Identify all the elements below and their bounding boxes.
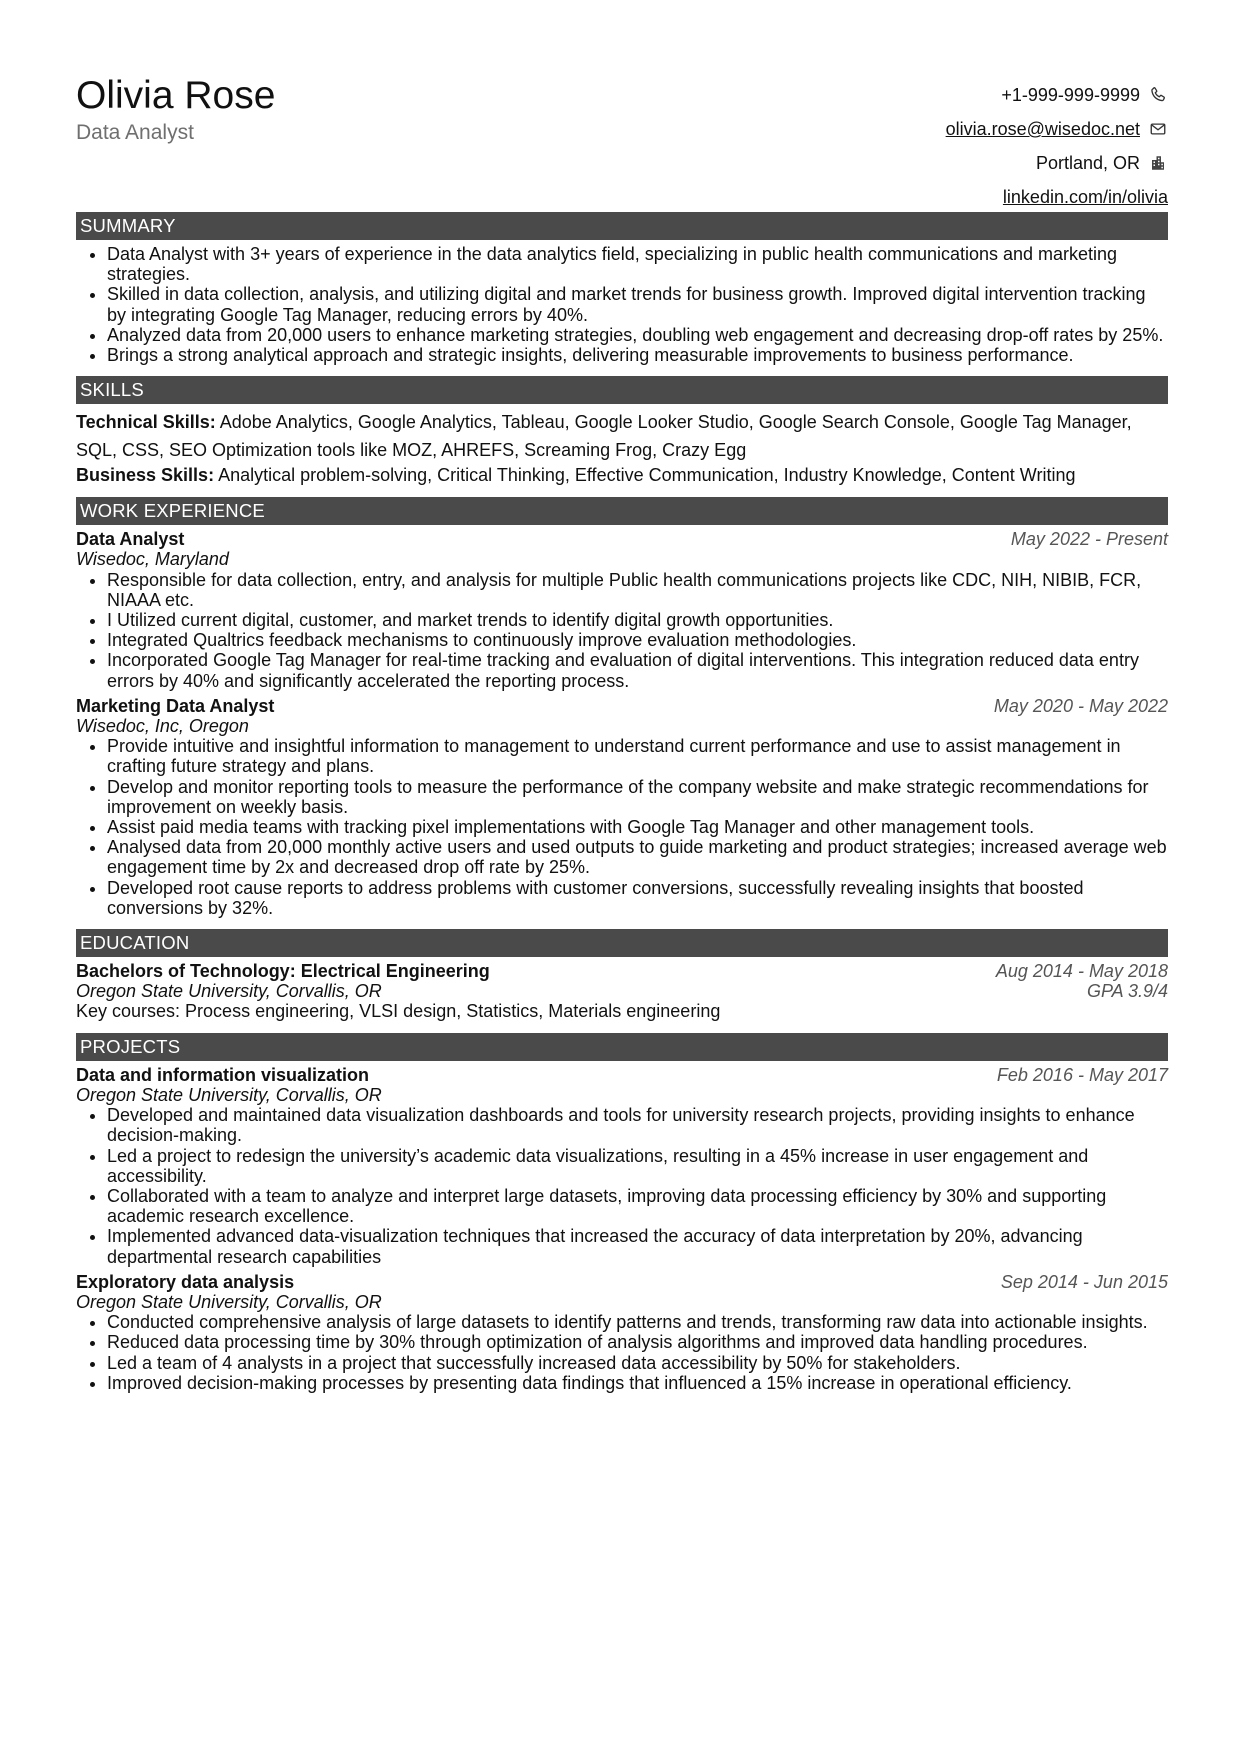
resume-header: [76, 0, 1168, 212]
list-item: • Responsible for data collection, entry, and analysis for multiple Public health communications projects like CDC, NIH, NIBIB, FCR, NIAAA etc.: [107, 570, 1168, 610]
list-item: • Developed root cause reports to address problems with customer conversions, successfully revealing insights that boosted conversions by 32%.: [107, 878, 1168, 918]
business-skills-value: Analytical problem-solving, Critical Thinking, Effective Communication, Industry Knowledge, Content Writing: [214, 465, 1076, 486]
skills-body: [76, 404, 1168, 486]
summary-body: [76, 240, 1168, 365]
project-org: Oregon State University, Corvallis, OR: [76, 1291, 382, 1312]
project-entry: [76, 1065, 1168, 1267]
contact-linkedin: [946, 180, 1168, 214]
list-item: • Skilled in data collection, analysis, and utilizing digital and market trends for business growth. Improved digital intervention tracking by integrating Google Tag Manager, reducing errors by 40%.: [107, 284, 1168, 324]
section-title-skills: SKILLS: [76, 376, 1168, 404]
project-org: Oregon State University, Corvallis, OR: [76, 1084, 382, 1105]
degree-title: Bachelors of Technology: Electrical Engineering: [76, 961, 490, 982]
location-text: Portland, OR: [1035, 153, 1140, 173]
education-date: Aug 2014 - May 2018: [995, 961, 1168, 982]
job-entry: [76, 696, 1168, 918]
job-header: [76, 696, 1168, 716]
list-item: • Analyzed data from 20,000 users to enhance marketing strategies, doubling web engagement and decreasing drop-off rates by 25%.: [107, 325, 1168, 345]
list-item: • Conducted comprehensive analysis of large datasets to identify patterns and trends, transforming raw data into actionable insights.: [107, 1312, 1168, 1332]
key-courses: Key courses: Process engineering, VLSI design, Statistics, Materials engineering: [76, 1001, 721, 1022]
job-header: [76, 529, 1168, 549]
projects-section: [76, 1033, 1168, 1393]
list-item: • Develop and monitor reporting tools to measure the performance of the company website and make strategic recommendations for improvement on weekly basis.: [107, 777, 1168, 817]
gpa: GPA 3.9/4: [1086, 981, 1168, 1002]
project-date: Sep 2014 - Jun 2015: [1000, 1271, 1168, 1292]
project-entry: [76, 1272, 1168, 1393]
candidate-name: Olivia Rose: [76, 74, 276, 117]
experience-section: [76, 497, 1168, 918]
list-item: • I Utilized current digital, customer, and market trends to identify digital growth opportunities.: [107, 610, 1168, 630]
building-icon: [1148, 153, 1168, 173]
job-bullets: [76, 736, 1168, 918]
education-body: [76, 957, 1168, 1022]
list-item: • Assist paid media teams with tracking pixel implementations with Google Tag Manager and other management tools.: [107, 817, 1168, 837]
contact-email: [946, 112, 1168, 146]
list-item: • Led a project to redesign the university’s academic data visualizations, resulting in a 45% increase in user engagement and accessibility.: [107, 1146, 1168, 1186]
technical-skills-value: Adobe Analytics, Google Analytics, Tableau, Google Looker Studio, Google Search Console, Google Tag Manager, SQL, CSS, SEO Optimization tools like MOZ, AHREFS, Screaming Frog, Crazy Egg: [76, 412, 1132, 461]
job-date: May 2020 - May 2022: [993, 695, 1168, 716]
business-skills-label: Business Skills:: [76, 465, 215, 486]
job-title: Marketing Data Analyst: [76, 695, 275, 716]
school-name: Oregon State University, Corvallis, OR: [76, 981, 382, 1002]
job-date: May 2022 - Present: [1010, 529, 1168, 550]
job-title: Data Analyst: [76, 529, 185, 550]
list-item: • Collaborated with a team to analyze and interpret large datasets, improving data processing efficiency by 30% and supporting academic research excellence.: [107, 1186, 1168, 1226]
phone-icon: [1148, 85, 1168, 105]
list-item: • Implemented advanced data-visualization techniques that increased the accuracy of data interpretation by 20%, advancing departmental research capabilities: [107, 1226, 1168, 1266]
contact-phone: [946, 78, 1168, 112]
list-item: • Brings a strong analytical approach and strategic insights, delivering measurable improvements to business performance.: [107, 345, 1168, 365]
business-skills: [76, 464, 1168, 486]
list-item: • Integrated Qualtrics feedback mechanisms to continuously improve evaluation methodologies.: [107, 630, 1168, 650]
list-item: • Data Analyst with 3+ years of experience in the data analytics field, specializing in public health communications and marketing strategies.: [107, 244, 1168, 284]
technical-skills: [76, 408, 1168, 464]
projects-body: [76, 1061, 1168, 1393]
list-item: • Developed and maintained data visualization dashboards and tools for university research projects, providing insights to enhance decision-making.: [107, 1105, 1168, 1145]
education-header: [76, 961, 1168, 981]
list-item: • Provide intuitive and insightful information to management to understand current performance and use to assist management in crafting future strategy and plans.: [107, 736, 1168, 776]
summary-list: [76, 244, 1168, 365]
list-item: • Led a team of 4 analysts in a project that successfully increased data accessibility by 50% for stakeholders.: [107, 1353, 1168, 1373]
section-title-summary: SUMMARY: [76, 212, 1168, 240]
list-item: • Improved decision-making processes by presenting data findings that influenced a 15% increase in operational efficiency.: [107, 1373, 1168, 1393]
contact-block: [946, 78, 1168, 214]
experience-body: [76, 525, 1168, 918]
linkedin-link[interactable]: linkedin.com/in/olivia: [1002, 187, 1168, 207]
email-link[interactable]: olivia.rose@wisedoc.net: [945, 119, 1140, 139]
project-bullets: [76, 1105, 1168, 1267]
project-header: [76, 1065, 1168, 1085]
phone-text: +1-999-999-9999: [1001, 85, 1140, 105]
contact-location: [946, 146, 1168, 180]
project-title: Data and information visualization: [76, 1064, 370, 1085]
job-company: Wisedoc, Inc, Oregon: [76, 716, 249, 737]
section-title-education: EDUCATION: [76, 929, 1168, 957]
list-item: • Reduced data processing time by 30% through optimization of analysis algorithms and improved data handling procedures.: [107, 1332, 1168, 1352]
list-item: • Incorporated Google Tag Manager for real-time tracking and evaluation of digital interventions. This integration reduced data entry errors by 40% and significantly accelerated the reporting process.: [107, 650, 1168, 690]
candidate-role: Data Analyst: [76, 121, 194, 144]
job-company: Wisedoc, Maryland: [76, 549, 229, 570]
summary-section: [76, 212, 1168, 365]
list-item: • Analysed data from 20,000 monthly active users and used outputs to guide marketing and product strategies; increased average web engagement time by 2x and decreased drop off rate by 25%.: [107, 837, 1168, 877]
education-section: [76, 929, 1168, 1022]
section-title-projects: PROJECTS: [76, 1033, 1168, 1061]
resume-page: [76, 0, 1168, 1404]
section-title-experience: WORK EXPERIENCE: [76, 497, 1168, 525]
skills-section: [76, 376, 1168, 486]
project-header: [76, 1272, 1168, 1292]
job-entry: [76, 529, 1168, 691]
project-date: Feb 2016 - May 2017: [996, 1064, 1168, 1085]
education-school-row: [76, 981, 1168, 1001]
mail-icon: [1148, 119, 1168, 139]
project-title: Exploratory data analysis: [76, 1271, 295, 1292]
job-bullets: [76, 570, 1168, 691]
technical-skills-label: Technical Skills:: [76, 412, 216, 433]
project-bullets: [76, 1312, 1168, 1393]
